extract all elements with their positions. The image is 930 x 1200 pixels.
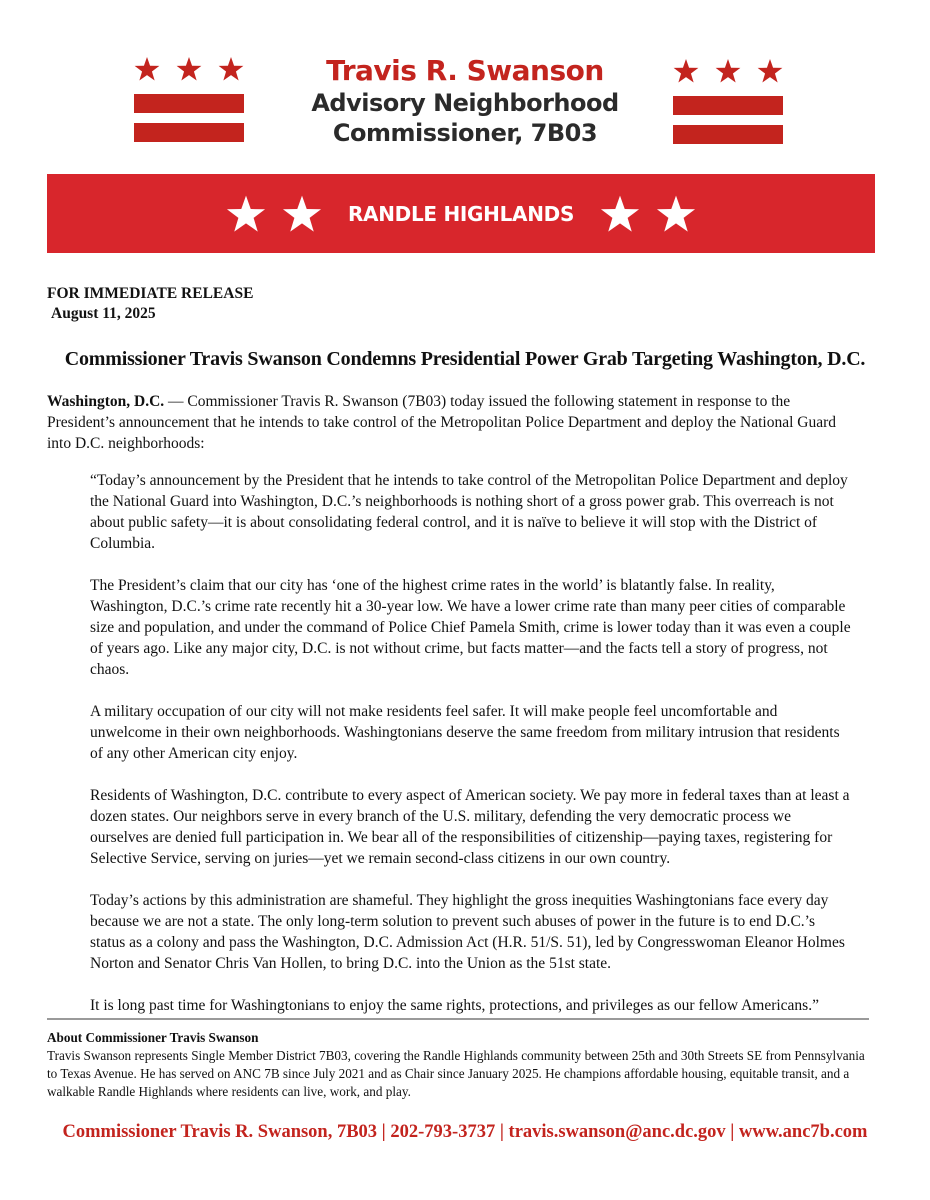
about-heading: About Commissioner Travis Swanson (47, 1030, 259, 1045)
divider (47, 1018, 869, 1020)
about-section (47, 1029, 869, 1101)
release-block (47, 284, 253, 324)
release-label: FOR IMMEDIATE RELEASE (47, 285, 254, 302)
contact-footer: Commissioner Travis R. Swanson, 7B03 | 202-793-3737 | travis.swanson@anc.dc.gov | www.anc7b.com (62, 1122, 868, 1142)
flag-bar (673, 125, 783, 144)
flag-bar (134, 94, 244, 113)
commissioner-name: Travis R. Swanson (326, 54, 604, 87)
dc-flag-right (673, 58, 783, 144)
quote-paragraph: Residents of Washington, D.C. contribute to every aspect of American society. We pay more in federal taxes than at least a dozen states. Our neighbors serve in every branch of the U.S. military, defending the very democratic process we ourselves are denied full participation in. We bear all of the responsibilities of citizenship—paying taxes, registering for Selective Service, serving on juries—yet we remain second-class citizens in our own country. (90, 787, 850, 867)
headline: Commissioner Travis Swanson Condemns Presidential Power Grab Targeting Washington, D.C. (64, 348, 866, 370)
quote-paragraph: A military occupation of our city will not make residents feel safer. It will make people feel uncomfortable and unwelcome in their own neighborhoods. Washingtonians deserve the same freedom from military intrusion that residents of any other American city enjoy. (90, 703, 840, 762)
star-icon (715, 58, 741, 84)
dateline: Washington, D.C. (47, 393, 165, 410)
flag-bar (673, 96, 783, 115)
quote-paragraph: Today’s actions by this administration are shameful. They highlight the gross inequities Washingtonians face every day because we are not a state. The only long-term solution to prevent such abuses of power in the future is to end D.C.’s status as a colony and pass the Washington, D.C. Admission Act (H.R. 51/S. 51), led by Congresswoman Eleanor Holmes Norton and Senator Chris Van Hollen, to bring D.C. into the Union as the 51st state. (90, 892, 845, 972)
title-line-1: Advisory Neighborhood (311, 89, 619, 117)
header-title-block (265, 54, 665, 148)
intro-paragraph (47, 391, 855, 454)
star-icon (656, 194, 696, 234)
quote-paragraph: “Today’s announcement by the President that he intends to take control of the Metropolitan Police Department and deploy the National Guard into Washington, D.C.’s neighborhoods is nothing short of a gross power grab. This overreach is not about public safety—it is about consolidating federal control, and it is naïve to believe it will stop with the District of Columbia. (90, 472, 848, 552)
banner-text: RANDLE HIGHLANDS (347, 201, 575, 226)
intro-text: — Commissioner Travis R. Swanson (7B03) today issued the following statement in response to the President’s announcement that he intends to take control of the Metropolitan Police Department and deploy the National Guard into D.C. neighborhoods: (47, 393, 836, 452)
star-icon (226, 194, 266, 234)
neighborhood-banner (47, 174, 875, 253)
star-icon (282, 194, 322, 234)
star-icon (176, 56, 202, 82)
title-line-2: Commissioner, 7B03 (332, 119, 598, 147)
flag-bar (134, 123, 244, 142)
star-icon (134, 56, 160, 82)
star-icon (218, 56, 244, 82)
quote-paragraph: It is long past time for Washingtonians to enjoy the same rights, protections, and privileges as our fellow Americans.” (90, 997, 819, 1014)
star-icon (757, 58, 783, 84)
statement-quote (90, 470, 852, 1037)
release-date: August 11, 2025 (51, 305, 156, 322)
star-icon (600, 194, 640, 234)
quote-paragraph: The President’s claim that our city has ‘one of the highest crime rates in the world’ is blatantly false. In reality, Washington, D.C.’s crime rate recently hit a 30-year low. We have a lower crime rate than many peer cities of comparable size and population, and under the command of Police Chief Pamela Smith, crime is lower today than it was even a couple of years ago. Like any major city, D.C. is not without crime, but facts matter—and the facts tell a story of progress, not chaos. (90, 577, 851, 678)
star-icon (673, 58, 699, 84)
about-text: Travis Swanson represents Single Member District 7B03, covering the Randle Highlands community between 25th and 30th Streets SE from Pennsylvania to Texas Avenue. He has served on ANC 7B since July 2021 and as Chair since January 2025. He champions affordable housing, equitable transit, and a walkable Randle Highlands where residents can live, work, and play. (47, 1048, 865, 1099)
dc-flag-left (134, 56, 244, 142)
